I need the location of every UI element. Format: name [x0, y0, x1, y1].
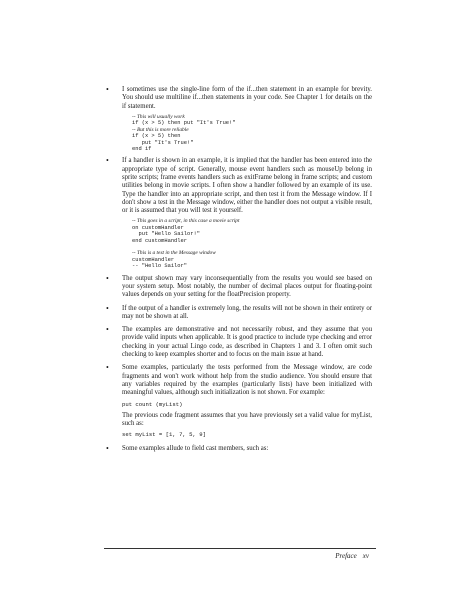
bullet-item	[104, 364, 372, 439]
paragraph: If the output of a handler is extremely long, the results will not be shown in their entirety or may not be shown at all.	[122, 304, 372, 320]
code-line: put count (myList)	[122, 400, 183, 408]
code-line: put "Hello Sailor!"	[132, 231, 200, 238]
bullet-marker: •	[106, 325, 109, 335]
paragraph: Some examples allude to field cast members, such as:	[122, 444, 269, 452]
page-body	[104, 86, 372, 453]
page-footer	[335, 552, 369, 560]
paragraph: If a handler is shown in an example, it is implied that the handler has been entered into the appropriate type of script. Generally, mouse event handlers such as mouseUp belong in sprite scripts; frame events handlers such as exitFrame belong in frame scripts; and custom utilities belong in movie scripts. I often show a handler followed by an example of its use. Type the handler into an appropriate script, and then test it from the Message window. If I don't show a test in the Message window, either the handler does not output a visible result, or it is assumed that you will test it yourself.	[122, 157, 372, 215]
code-line: put "It's True!"	[132, 139, 194, 146]
bullet-item	[104, 86, 372, 152]
bullet-marker: •	[106, 156, 109, 166]
paragraph: The examples are demonstrative and not necessarily robust, and they assume that you provide valid inputs when applicable. It is good practice to include type checking and error checking in your actual Lingo code, as described in Chapters 1 and 3. I often omit such checking to keep examples shorter and to focus on the main issue at hand.	[122, 326, 372, 359]
code-line: on customHandler	[132, 224, 184, 231]
code-block	[132, 114, 372, 152]
code-line: if (x > 5) then put "It's True!"	[132, 120, 236, 127]
footer-section-title: Preface	[335, 552, 357, 560]
paragraph: The previous code fragment assumes that you have previously set a valid value for myList, such as:	[122, 411, 372, 428]
code-line: if (x > 5) then	[132, 133, 181, 140]
bullet-marker: •	[106, 363, 109, 373]
page-number: xv	[362, 552, 369, 560]
code-comment: -- But this is more reliable	[132, 126, 189, 133]
code-line: set myList = [1, 7, 5, 9]	[122, 431, 206, 439]
bullet-marker: •	[106, 273, 109, 283]
bullet-marker: •	[106, 443, 109, 453]
paragraph: The output shown may vary inconsequentially from the results you would see based on your system setup. Most notably, the number of decimal places output for floating-point values depends on your setting for the floatPrecision property.	[122, 274, 372, 299]
code-comment: -- This will usually work	[132, 113, 185, 120]
code-line: end if	[132, 145, 152, 152]
bullet-marker: •	[106, 303, 109, 313]
paragraph: I sometimes use the single-line form of the if...then statement in an example for brevity. You should use multiline if...then statements in your code. See Chapter 1 for details on the if statement.	[122, 86, 372, 110]
code-line: end customHandler	[132, 237, 187, 244]
paragraph: Some examples, particularly the tests performed from the Message window, are code fragments and won't work without help from the studio audience. You should ensure that any variables required by the examples (particularly lists) have been initialized with meaningful values, although such initialization is not shown. For example:	[122, 364, 372, 397]
bullet-item	[104, 445, 372, 453]
footer-divider	[104, 548, 376, 549]
code-block	[132, 218, 372, 269]
code-line: -- "Hello Sailor"	[132, 263, 187, 270]
code-comment: -- This goes in a script, in this case a movie script	[132, 218, 240, 225]
bullet-item	[104, 305, 372, 322]
bullet-item	[104, 275, 372, 300]
code-comment: -- This is a test in the Message window	[132, 250, 216, 257]
bullet-item	[104, 157, 372, 269]
bullet-item	[104, 326, 372, 359]
bullet-marker: •	[106, 85, 109, 94]
code-line: customHandler	[132, 256, 175, 263]
